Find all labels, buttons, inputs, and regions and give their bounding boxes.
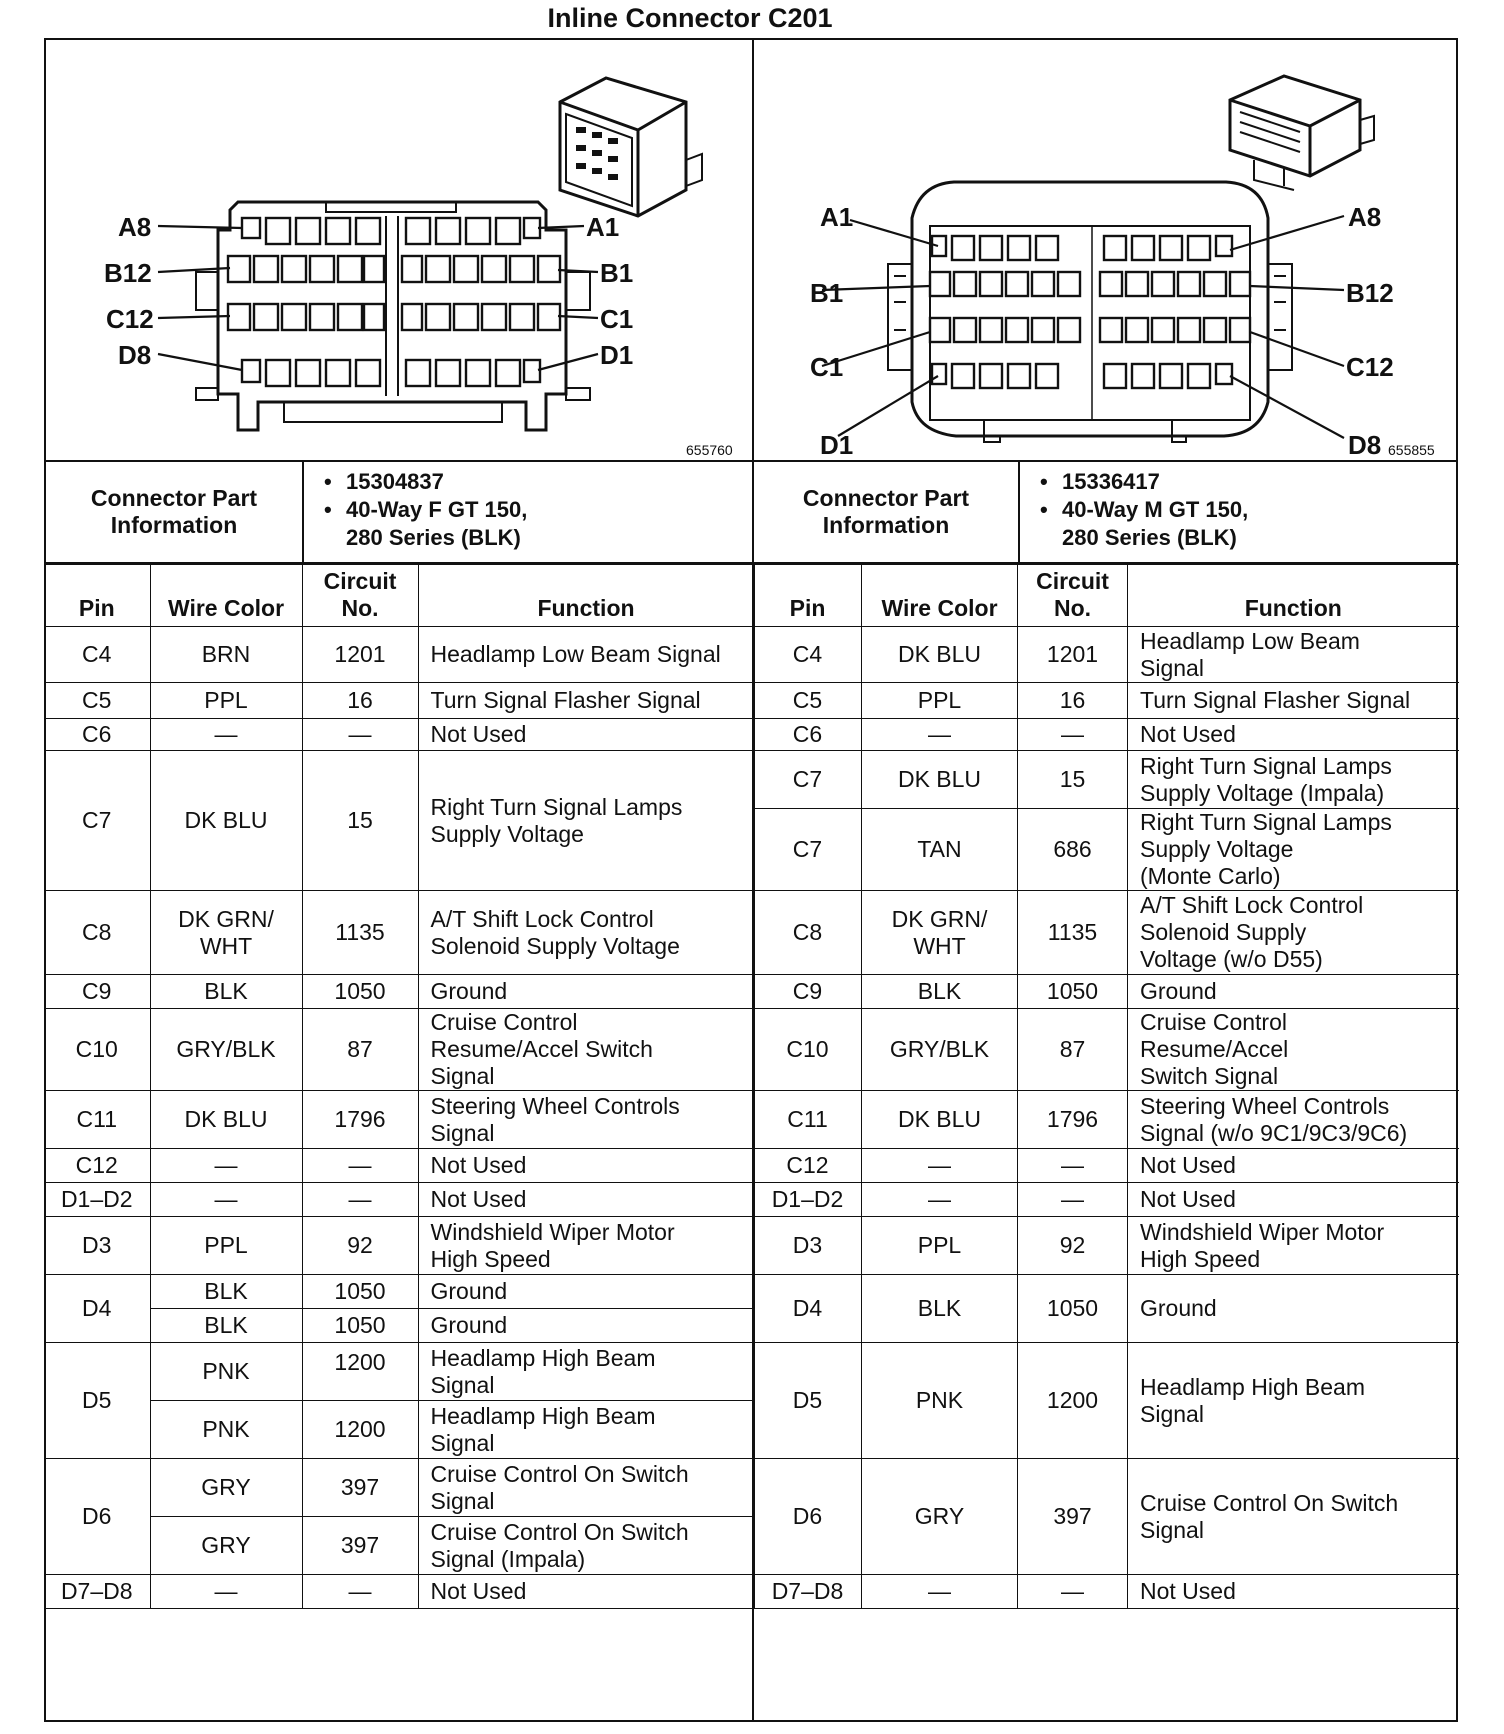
wire-color-cell: BRN [150,627,302,683]
page-title: Inline Connector C201 [547,3,833,33]
right-connector-part-info [754,462,1456,562]
pin-cell: C9 [754,975,862,1009]
right-connector-iso-icon [1230,76,1374,190]
table-row [44,1401,754,1459]
function-cell: Headlamp High Beam Signal [1128,1343,1459,1459]
col-header-circuit: Circuit No. [1018,565,1128,627]
pin-cell: D7–D8 [44,1575,150,1609]
pin-cell: D6 [754,1459,862,1575]
function-cell: Right Turn Signal Lamps Supply Voltage (Monte Carlo) [1128,809,1459,891]
function-cell: Ground [418,975,754,1009]
wire-color-cell: DK GRN/ WHT [150,891,302,975]
circuit-cell: 1050 [302,975,418,1009]
circuit-cell: — [1018,1149,1128,1183]
female-connector-face-drawing [46,40,752,460]
pin-cell: D3 [754,1217,862,1275]
wire-color-cell: GRY [150,1459,302,1517]
function-cell: Turn Signal Flasher Signal [418,683,754,719]
pin-cell: D7–D8 [754,1575,862,1609]
table-row [754,891,1459,975]
circuit-cell: 1135 [1018,891,1128,975]
wire-color-cell: — [862,1575,1018,1609]
function-cell: Ground [1128,975,1459,1009]
pin-label-d1: D1 [820,430,854,460]
pin-label-d8: D8 [118,340,152,370]
wire-color-cell: — [150,1183,302,1217]
table-row [754,1343,1459,1459]
wire-color-cell: DK BLU [862,1091,1018,1149]
table-row [754,1275,1459,1343]
table-row [44,751,754,891]
function-cell: Not Used [418,1575,754,1609]
pin-cell: C10 [754,1009,862,1091]
col-header-wire-color: Wire Color [150,565,302,627]
wire-color-cell: — [862,1149,1018,1183]
wire-color-cell: — [150,719,302,751]
function-cell: Cruise Control On Switch Signal [418,1459,754,1517]
circuit-cell: 15 [1018,751,1128,809]
left-part-info-list [304,462,527,562]
table-row [44,975,754,1009]
pin-cell: C7 [754,751,862,809]
circuit-cell: — [302,1575,418,1609]
pin-cell: D5 [44,1343,150,1459]
function-cell: Cruise Control Resume/Accel Switch Signal [1128,1009,1459,1091]
table-row [754,1575,1459,1609]
function-cell: Cruise Control On Switch Signal [1128,1459,1459,1575]
circuit-cell: 92 [1018,1217,1128,1275]
wire-color-cell: BLK [150,1275,302,1309]
table-row [754,751,1459,809]
right-part-info-list [1020,462,1248,562]
function-cell: A/T Shift Lock Control Solenoid Supply Voltage (w/o D55) [1128,891,1459,975]
circuit-cell: — [302,1183,418,1217]
table-row [44,627,754,683]
pin-cell: C7 [44,751,150,891]
table-row [754,1183,1459,1217]
right-connector-diagram [754,40,1456,460]
circuit-cell: 1200 [1018,1343,1128,1459]
function-cell: A/T Shift Lock Control Solenoid Supply Voltage [418,891,754,975]
table-row [44,683,754,719]
function-cell: Windshield Wiper Motor High Speed [418,1217,754,1275]
left-figure-id: 655760 [686,442,733,458]
circuit-cell: 397 [302,1459,418,1517]
pin-label-b1: B1 [600,258,634,288]
table-row [44,1149,754,1183]
left-pin-table [44,564,755,1609]
function-cell: Not Used [1128,1575,1459,1609]
wire-color-cell: PNK [862,1343,1018,1459]
circuit-cell: 1200 [302,1401,418,1459]
function-cell: Ground [418,1309,754,1343]
table-row [754,1149,1459,1183]
circuit-cell: 16 [302,683,418,719]
pin-cell: D4 [44,1275,150,1343]
pin-cell: C11 [44,1091,150,1149]
wire-color-cell: DK BLU [862,627,1018,683]
pin-label-d1: D1 [600,340,634,370]
wire-color-cell: GRY [862,1459,1018,1575]
pin-label-b1: B1 [810,278,844,308]
circuit-cell: 1050 [302,1275,418,1309]
pin-cell: C12 [754,1149,862,1183]
wire-color-cell: PPL [862,683,1018,719]
circuit-cell: — [302,719,418,751]
wire-color-cell: PPL [150,683,302,719]
pin-label-c12: C12 [1346,352,1394,382]
table-row [44,1459,754,1517]
circuit-cell: 16 [1018,683,1128,719]
wire-color-cell: BLK [150,975,302,1009]
pin-cell: D1–D2 [754,1183,862,1217]
wire-color-cell: GRY/BLK [150,1009,302,1091]
col-header-wire-color: Wire Color [862,565,1018,627]
pin-cell: D4 [754,1275,862,1343]
left-connector-iso-icon [560,78,702,216]
circuit-cell: 397 [1018,1459,1128,1575]
circuit-cell: 1135 [302,891,418,975]
right-figure-id: 655855 [1388,442,1435,458]
circuit-cell: 87 [302,1009,418,1091]
wire-color-cell: — [150,1575,302,1609]
function-cell: Right Turn Signal Lamps Supply Voltage (Impala) [1128,751,1459,809]
table-row [754,627,1459,683]
pin-label-a8: A8 [1348,202,1382,232]
pin-cell: C8 [44,891,150,975]
pin-cell: D6 [44,1459,150,1575]
table-row [44,1517,754,1575]
circuit-cell: 1050 [302,1309,418,1343]
pin-label-a8: A8 [118,212,152,242]
circuit-cell: — [302,1149,418,1183]
table-row [44,1309,754,1343]
pin-label-a1: A1 [820,202,854,232]
pin-cell: C11 [754,1091,862,1149]
circuit-cell: 1201 [1018,627,1128,683]
table-row [754,809,1459,891]
circuit-cell: 15 [302,751,418,891]
left-connector-diagram [46,40,752,460]
table-row [754,1091,1459,1149]
wire-color-cell: DK BLU [150,751,302,891]
table-row [44,1575,754,1609]
connector-part-info-label: Connector Part Information [46,462,304,562]
circuit-cell: 1050 [1018,975,1128,1009]
table-row [44,1183,754,1217]
connector-part-info-label: Connector Part Information [754,462,1020,562]
function-cell: Not Used [418,1149,754,1183]
col-header-circuit: Circuit No. [302,565,418,627]
function-cell: Windshield Wiper Motor High Speed [1128,1217,1459,1275]
wire-color-cell: — [862,719,1018,751]
table-row [754,719,1459,751]
col-header-pin: Pin [44,565,150,627]
col-header-function: Function [418,565,754,627]
circuit-cell: 1200 [302,1343,418,1401]
pin-cell: C7 [754,809,862,891]
function-cell: Not Used [418,1183,754,1217]
wire-color-cell: BLK [862,975,1018,1009]
table-row [44,1343,754,1401]
wire-color-cell: PNK [150,1343,302,1401]
pin-cell: C9 [44,975,150,1009]
table-row [44,1275,754,1309]
function-cell: Not Used [1128,1149,1459,1183]
wire-color-cell: — [862,1183,1018,1217]
pin-label-d8: D8 [1348,430,1382,460]
function-cell: Turn Signal Flasher Signal [1128,683,1459,719]
pin-cell: C4 [754,627,862,683]
left-connector-part-info [46,462,752,562]
function-cell: Not Used [1128,719,1459,751]
table-row [754,1217,1459,1275]
pin-label-c1: C1 [600,304,634,334]
wire-color-cell: DK BLU [862,751,1018,809]
function-cell: Steering Wheel Controls Signal (w/o 9C1/9C3/9C6) [1128,1091,1459,1149]
circuit-cell: — [1018,719,1128,751]
pin-cell: C6 [44,719,150,751]
table-row [44,1217,754,1275]
table-row [754,683,1459,719]
pin-label-b12: B12 [104,258,152,288]
circuit-cell: 92 [302,1217,418,1275]
male-connector-face-drawing [754,40,1456,460]
table-row [44,1091,754,1149]
function-cell: Headlamp Low Beam Signal [418,627,754,683]
circuit-cell: 1050 [1018,1275,1128,1343]
pin-cell: C8 [754,891,862,975]
pin-cell: C12 [44,1149,150,1183]
pin-label-c1: C1 [810,352,844,382]
table-row [44,1009,754,1091]
circuit-cell: — [1018,1183,1128,1217]
wire-color-cell: PPL [150,1217,302,1275]
function-cell: Cruise Control Resume/Accel Switch Signal [418,1009,754,1091]
function-cell: Cruise Control On Switch Signal (Impala) [418,1517,754,1575]
right-pin-rows [754,627,1459,1609]
wire-color-cell: PNK [150,1401,302,1459]
connector-type: • 40-Way M GT 150, 280 Series (BLK) [1062,496,1248,552]
pin-cell: D1–D2 [44,1183,150,1217]
table-row [754,975,1459,1009]
pin-cell: D5 [754,1343,862,1459]
wire-color-cell: — [150,1149,302,1183]
col-header-function: Function [1128,565,1459,627]
function-cell: Right Turn Signal Lamps Supply Voltage [418,751,754,891]
wire-color-cell: GRY [150,1517,302,1575]
wire-color-cell: BLK [862,1275,1018,1343]
circuit-cell: 1201 [302,627,418,683]
wire-color-cell: DK BLU [150,1091,302,1149]
pin-label-a1: A1 [586,212,620,242]
function-cell: Not Used [1128,1183,1459,1217]
part-number: • 15336417 [1062,468,1248,496]
wire-color-cell: TAN [862,809,1018,891]
pin-cell: C10 [44,1009,150,1091]
pin-cell: C6 [754,719,862,751]
part-number: • 15304837 [346,468,527,496]
wire-color-cell: BLK [150,1309,302,1343]
pin-cell: C5 [44,683,150,719]
col-header-pin: Pin [754,565,862,627]
pin-cell: D3 [44,1217,150,1275]
circuit-cell: 397 [302,1517,418,1575]
circuit-cell: 686 [1018,809,1128,891]
pin-label-c12: C12 [106,304,154,334]
wire-color-cell: GRY/BLK [862,1009,1018,1091]
connector-type: • 40-Way F GT 150, 280 Series (BLK) [346,496,527,552]
table-row [44,891,754,975]
function-cell: Headlamp Low Beam Signal [1128,627,1459,683]
function-cell: Headlamp High Beam Signal [418,1343,754,1401]
table-row [754,1459,1459,1575]
pin-cell: C4 [44,627,150,683]
function-cell: Steering Wheel Controls Signal [418,1091,754,1149]
circuit-cell: — [1018,1575,1128,1609]
right-pin-table [753,564,1459,1609]
wire-color-cell: DK GRN/ WHT [862,891,1018,975]
circuit-cell: 1796 [1018,1091,1128,1149]
circuit-cell: 87 [1018,1009,1128,1091]
function-cell: Headlamp High Beam Signal [418,1401,754,1459]
wire-color-cell: PPL [862,1217,1018,1275]
table-row [44,719,754,751]
function-cell: Not Used [418,719,754,751]
function-cell: Ground [1128,1275,1459,1343]
pin-cell: C5 [754,683,862,719]
circuit-cell: 1796 [302,1091,418,1149]
pin-label-b12: B12 [1346,278,1394,308]
left-pin-rows [44,627,754,1609]
table-row [754,1009,1459,1091]
function-cell: Ground [418,1275,754,1309]
